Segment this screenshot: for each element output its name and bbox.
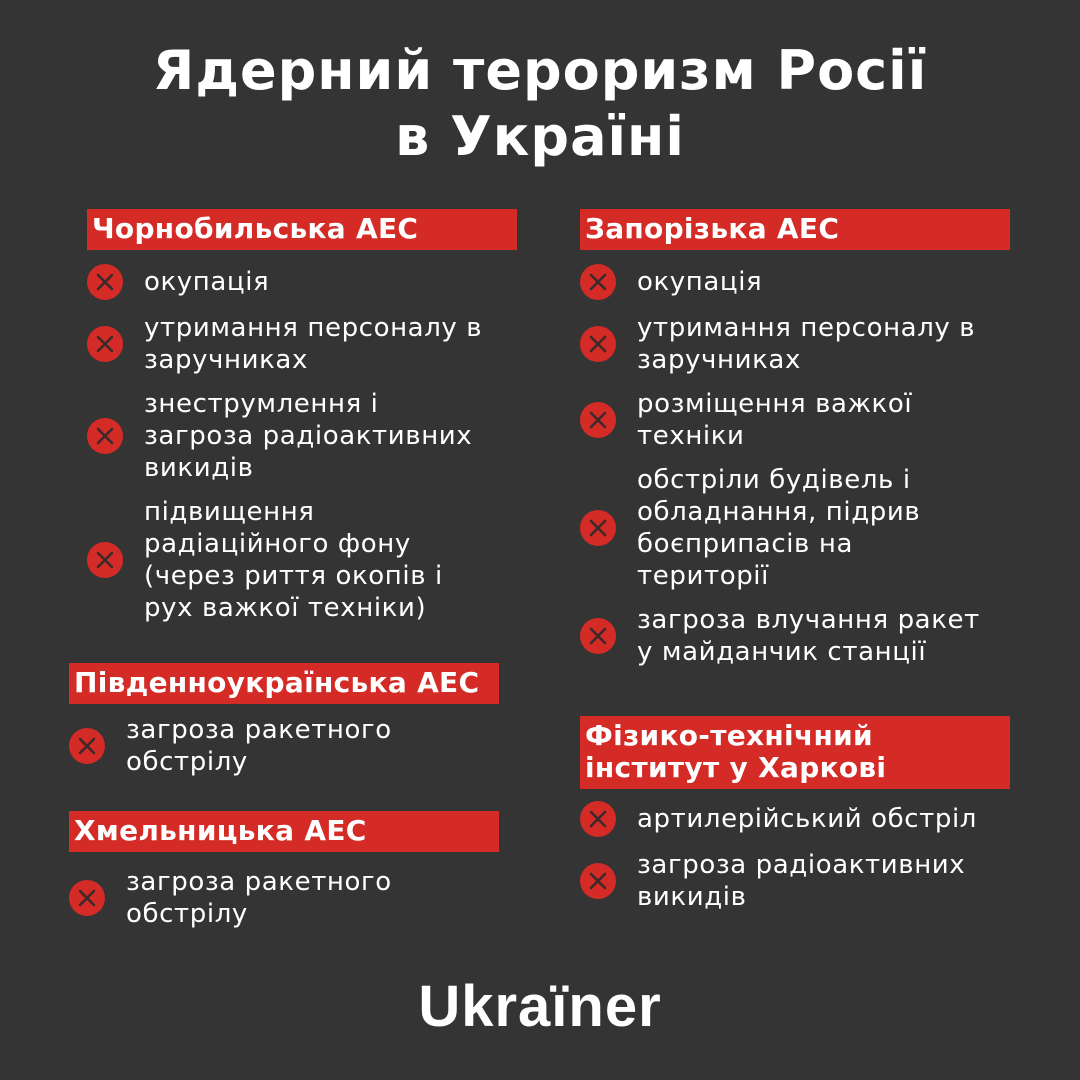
x-mark-icon xyxy=(580,618,616,654)
section-chornobyl xyxy=(87,209,517,624)
section-khmelnytskyi xyxy=(69,811,499,930)
list-item xyxy=(580,604,1010,668)
x-mark-icon xyxy=(87,418,123,454)
list-item xyxy=(580,464,1010,592)
item-label: утримання персоналу в заручниках xyxy=(144,313,483,375)
page-title xyxy=(0,38,1080,170)
section-south-ukraine xyxy=(69,663,499,778)
section-header-line: Хмельницька АЕС xyxy=(74,814,367,847)
item-label: загроза ракетного обстрілу xyxy=(126,867,392,929)
x-mark-icon xyxy=(580,863,616,899)
section-header-line: Запорізька АЕС xyxy=(585,212,840,245)
item-label: загроза радіоактивних викидів xyxy=(637,850,966,912)
x-mark-icon xyxy=(87,264,123,300)
section-zaporizhzhia xyxy=(580,209,1010,668)
x-mark-icon xyxy=(580,801,616,837)
list-item xyxy=(580,801,1010,837)
list-item xyxy=(69,866,499,930)
list-item xyxy=(87,312,517,376)
section-header-line: інститут у Харкові xyxy=(585,751,887,784)
section-header xyxy=(87,209,517,250)
section-kharkiv-institute xyxy=(580,716,1010,913)
title-line-2: в Україні xyxy=(395,105,685,168)
list-item xyxy=(87,496,517,624)
list-item xyxy=(580,388,1010,452)
section-header xyxy=(580,716,1010,789)
section-header xyxy=(580,209,1010,250)
item-label: підвищення радіаційного фону (через риття окопів і рух важкої техніки) xyxy=(144,497,443,623)
list-item xyxy=(87,264,517,300)
x-mark-icon xyxy=(580,510,616,546)
item-label: окупація xyxy=(144,267,270,297)
list-item xyxy=(580,264,1010,300)
x-mark-icon xyxy=(87,326,123,362)
item-label: знеструмлення і загроза радіоактивних викидів xyxy=(144,389,473,483)
ukrainer-logo: Ukraïner xyxy=(418,974,662,1039)
list-item xyxy=(580,312,1010,376)
item-label: загроза ракетного обстрілу xyxy=(126,715,392,777)
x-mark-icon xyxy=(580,402,616,438)
x-mark-icon xyxy=(580,264,616,300)
section-header-line: Південноукраїнська АЕС xyxy=(74,666,480,699)
section-header xyxy=(69,811,499,852)
x-mark-icon xyxy=(580,326,616,362)
item-label: утримання персоналу в заручниках xyxy=(637,313,976,375)
list-item xyxy=(580,849,1010,913)
list-item xyxy=(69,714,499,778)
x-mark-icon xyxy=(87,542,123,578)
item-label: окупація xyxy=(637,267,763,297)
item-label: артилерійський обстріл xyxy=(637,804,978,834)
item-label: загроза влучання ракет у майданчик станції xyxy=(637,605,980,667)
item-label: розміщення важкої техніки xyxy=(637,389,913,451)
section-header-line: Фізико-технічний xyxy=(585,719,873,752)
x-mark-icon xyxy=(69,880,105,916)
title-line-1: Ядерний тероризм Росії xyxy=(152,39,928,102)
section-header-line: Чорнобильська АЕС xyxy=(92,212,419,245)
list-item xyxy=(87,388,517,484)
x-mark-icon xyxy=(69,728,105,764)
item-label: обстріли будівель і обладнання, підрив боєприпасів на території xyxy=(637,465,921,591)
section-header xyxy=(69,663,499,704)
